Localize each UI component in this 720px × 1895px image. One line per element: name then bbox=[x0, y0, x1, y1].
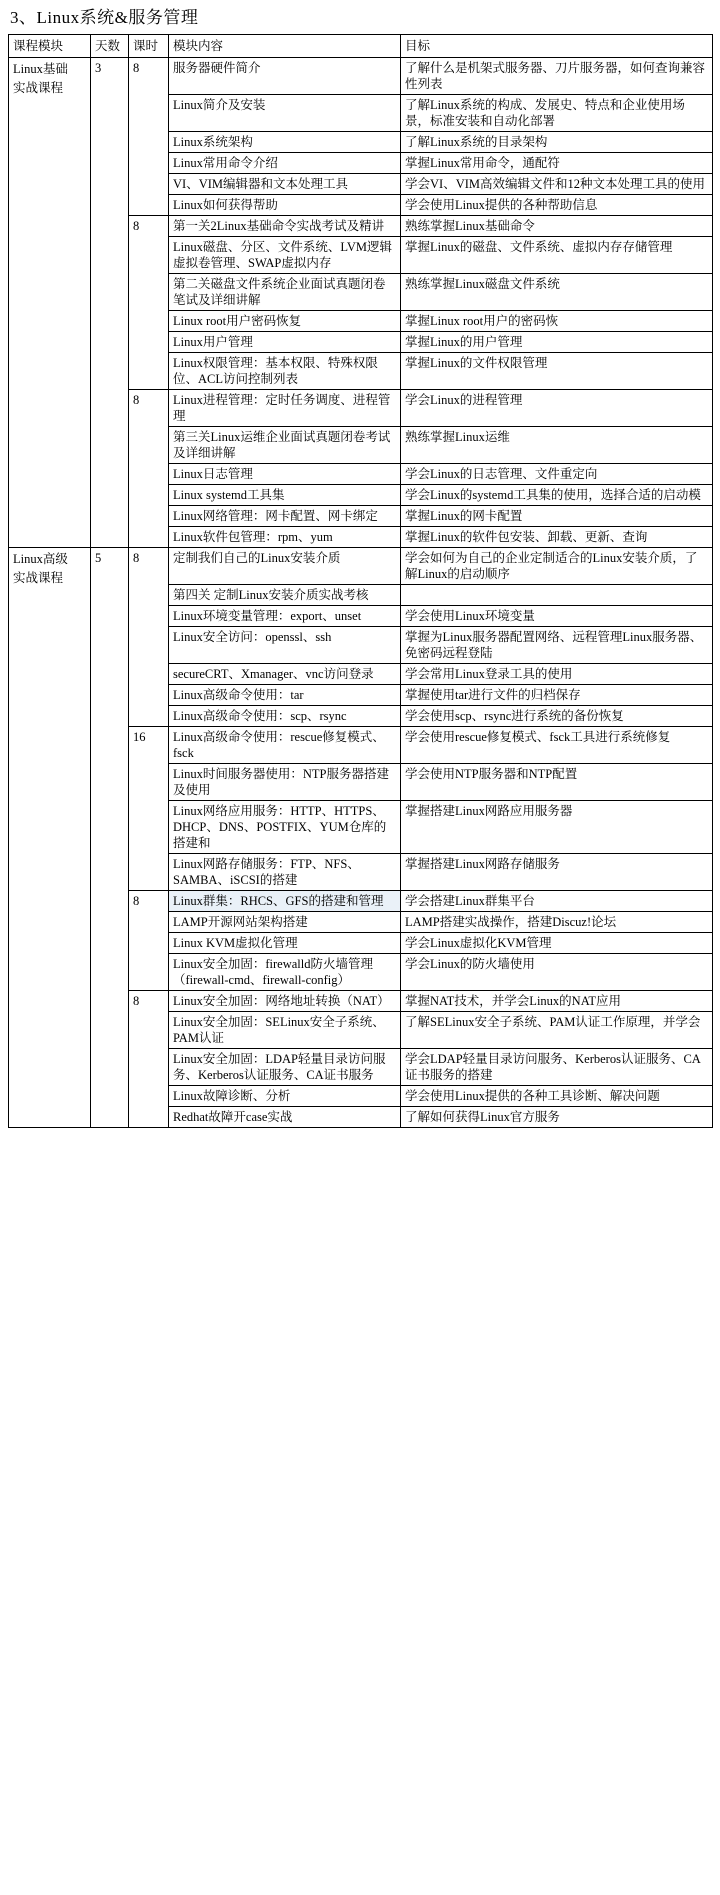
module-goal-cell: 掌握使用tar进行文件的归档保存 bbox=[401, 685, 713, 706]
module-goal-cell: 学会使用rescue修复模式、fsck工具进行系统修复 bbox=[401, 727, 713, 764]
column-header-goal: 目标 bbox=[401, 35, 713, 58]
module-goal-cell: 了解SELinux安全子系统、PAM认证工作原理，并学会 bbox=[401, 1012, 713, 1049]
module-content-cell: Linux用户管理 bbox=[169, 332, 401, 353]
table-row bbox=[9, 548, 713, 585]
module-content-cell: Linux简介及安装 bbox=[169, 95, 401, 132]
module-content-cell: 第一关2Linux基础命令实战考试及精讲 bbox=[169, 216, 401, 237]
table-body bbox=[9, 58, 713, 1128]
module-goal-cell: 掌握Linux root用户的密码恢 bbox=[401, 311, 713, 332]
module-content-cell: Linux日志管理 bbox=[169, 464, 401, 485]
page-title: 3、Linux系统&服务管理 bbox=[10, 8, 199, 27]
column-header-days: 天数 bbox=[91, 35, 129, 58]
module-goal-cell: 掌握搭建Linux网路存储服务 bbox=[401, 854, 713, 891]
table-row bbox=[9, 58, 713, 95]
module-content-cell: 第四关 定制Linux安装介质实战考核 bbox=[169, 585, 401, 606]
module-content-cell: 第二关磁盘文件系统企业面试真题闭卷笔试及详细讲解 bbox=[169, 274, 401, 311]
module-goal-cell: 学会使用NTP服务器和NTP配置 bbox=[401, 764, 713, 801]
column-header-hours: 课时 bbox=[129, 35, 169, 58]
module-goal-cell: 了解什么是机架式服务器、刀片服务器，如何查询兼容性列表 bbox=[401, 58, 713, 95]
module-goal-cell: 掌握为Linux服务器配置网络、远程管理Linux服务器、免密码远程登陆 bbox=[401, 627, 713, 664]
module-goal-cell: LAMP搭建实战操作，搭建Discuz!论坛 bbox=[401, 912, 713, 933]
module-goal-cell: 掌握Linux的网卡配置 bbox=[401, 506, 713, 527]
module-content-cell: 服务器硬件简介 bbox=[169, 58, 401, 95]
module-content-cell: Linux进程管理：定时任务调度、进程管理 bbox=[169, 390, 401, 427]
module-content-cell: VI、VIM编辑器和文本处理工具 bbox=[169, 174, 401, 195]
module-content-cell: Linux群集：RHCS、GFS的搭建和管理 bbox=[169, 891, 401, 912]
module-content-cell: Linux KVM虚拟化管理 bbox=[169, 933, 401, 954]
group-hours-cell: 8 bbox=[129, 548, 169, 727]
module-goal-cell: 了解Linux系统的构成、发展史、特点和企业使用场景，标准安装和自动化部署 bbox=[401, 95, 713, 132]
module-goal-cell: 学会VI、VIM高效编辑文件和12种文本处理工具的使用 bbox=[401, 174, 713, 195]
module-content-cell: Linux软件包管理：rpm、yum bbox=[169, 527, 401, 548]
module-content-cell: Linux安全加固：SELinux安全子系统、PAM认证 bbox=[169, 1012, 401, 1049]
module-content-cell: Linux系统架构 bbox=[169, 132, 401, 153]
module-goal-cell: 熟练掌握Linux基础命令 bbox=[401, 216, 713, 237]
group-hours-cell: 8 bbox=[129, 216, 169, 390]
module-goal-cell bbox=[401, 585, 713, 606]
module-content-cell: Linux磁盘、分区、文件系统、LVM逻辑虚拟卷管理、SWAP虚拟内存 bbox=[169, 237, 401, 274]
module-content-cell: Linux如何获得帮助 bbox=[169, 195, 401, 216]
module-goal-cell: 了解如何获得Linux官方服务 bbox=[401, 1107, 713, 1128]
module-content-cell: Linux安全加固：firewalld防火墙管理（firewall-cmd、firewall-config） bbox=[169, 954, 401, 991]
module-content-cell: Linux安全访问：openssl、ssh bbox=[169, 627, 401, 664]
module-name-cell: Linux高级 实战课程 bbox=[9, 548, 91, 1128]
module-goal-cell: 掌握Linux的文件权限管理 bbox=[401, 353, 713, 390]
module-content-cell: Linux高级命令使用：scp、rsync bbox=[169, 706, 401, 727]
module-content-cell: Linux权限管理：基本权限、特殊权限位、ACL访问控制列表 bbox=[169, 353, 401, 390]
module-days-cell: 5 bbox=[91, 548, 129, 1128]
group-hours-cell: 8 bbox=[129, 991, 169, 1128]
module-content-cell: Linux网路存储服务：FTP、NFS、SAMBA、iSCSI的搭建 bbox=[169, 854, 401, 891]
module-days-cell: 3 bbox=[91, 58, 129, 548]
module-content-cell: Linux常用命令介绍 bbox=[169, 153, 401, 174]
module-goal-cell: 学会Linux的进程管理 bbox=[401, 390, 713, 427]
group-hours-cell: 8 bbox=[129, 891, 169, 991]
module-content-cell: 定制我们自己的Linux安装介质 bbox=[169, 548, 401, 585]
module-content-cell: Linux root用户密码恢复 bbox=[169, 311, 401, 332]
module-goal-cell: 熟练掌握Linux磁盘文件系统 bbox=[401, 274, 713, 311]
table-header-row bbox=[9, 35, 713, 58]
module-goal-cell: 熟练掌握Linux运维 bbox=[401, 427, 713, 464]
module-goal-cell: 掌握Linux的磁盘、文件系统、虚拟内存存储管理 bbox=[401, 237, 713, 274]
module-content-cell: Linux高级命令使用：rescue修复模式、fsck bbox=[169, 727, 401, 764]
module-goal-cell: 学会搭建Linux群集平台 bbox=[401, 891, 713, 912]
module-content-cell: Linux高级命令使用：tar bbox=[169, 685, 401, 706]
module-goal-cell: 掌握Linux常用命令，通配符 bbox=[401, 153, 713, 174]
group-hours-cell: 8 bbox=[129, 390, 169, 548]
module-content-cell: Redhat故障开case实战 bbox=[169, 1107, 401, 1128]
module-goal-cell: 学会Linux虚拟化KVM管理 bbox=[401, 933, 713, 954]
module-content-cell: Linux安全加固：LDAP轻量目录访问服务、Kerberos认证服务、CA证书服务 bbox=[169, 1049, 401, 1086]
module-goal-cell: 学会使用Linux提供的各种工具诊断、解决问题 bbox=[401, 1086, 713, 1107]
module-goal-cell: 了解Linux系统的目录架构 bbox=[401, 132, 713, 153]
module-goal-cell: 掌握Linux的用户管理 bbox=[401, 332, 713, 353]
column-header-module: 课程模块 bbox=[9, 35, 91, 58]
module-goal-cell: 学会使用Linux提供的各种帮助信息 bbox=[401, 195, 713, 216]
module-goal-cell: 掌握搭建Linux网路应用服务器 bbox=[401, 801, 713, 854]
module-content-cell: secureCRT、Xmanager、vnc访问登录 bbox=[169, 664, 401, 685]
course-table bbox=[8, 34, 713, 1128]
module-goal-cell: 学会使用scp、rsync进行系统的备份恢复 bbox=[401, 706, 713, 727]
module-goal-cell: 掌握NAT技术，并学会Linux的NAT应用 bbox=[401, 991, 713, 1012]
module-content-cell: 第三关Linux运维企业面试真题闭卷考试及详细讲解 bbox=[169, 427, 401, 464]
group-hours-cell: 16 bbox=[129, 727, 169, 891]
module-name-cell: Linux基础 实战课程 bbox=[9, 58, 91, 548]
module-goal-cell: 学会使用Linux环境变量 bbox=[401, 606, 713, 627]
module-content-cell: Linux网络应用服务：HTTP、HTTPS、DHCP、DNS、POSTFIX、YUM仓库的搭建和 bbox=[169, 801, 401, 854]
module-content-cell: LAMP开源网站架构搭建 bbox=[169, 912, 401, 933]
group-hours-cell: 8 bbox=[129, 58, 169, 216]
module-goal-cell: 学会LDAP轻量目录访问服务、Kerberos认证服务、CA证书服务的搭建 bbox=[401, 1049, 713, 1086]
column-header-content: 模块内容 bbox=[169, 35, 401, 58]
module-goal-cell: 学会Linux的systemd工具集的使用，选择合适的启动模 bbox=[401, 485, 713, 506]
module-goal-cell: 学会Linux的防火墙使用 bbox=[401, 954, 713, 991]
module-goal-cell: 掌握Linux的软件包安装、卸载、更新、查询 bbox=[401, 527, 713, 548]
module-content-cell: Linux systemd工具集 bbox=[169, 485, 401, 506]
module-goal-cell: 学会如何为自己的企业定制适合的Linux安装介质，了解Linux的启动顺序 bbox=[401, 548, 713, 585]
module-content-cell: Linux时间服务器使用：NTP服务器搭建及使用 bbox=[169, 764, 401, 801]
module-content-cell: Linux故障诊断、分析 bbox=[169, 1086, 401, 1107]
module-goal-cell: 学会Linux的日志管理、文件重定向 bbox=[401, 464, 713, 485]
module-content-cell: Linux环境变量管理：export、unset bbox=[169, 606, 401, 627]
module-goal-cell: 学会常用Linux登录工具的使用 bbox=[401, 664, 713, 685]
module-content-cell: Linux安全加固：网络地址转换（NAT） bbox=[169, 991, 401, 1012]
module-content-cell: Linux网络管理：网卡配置、网卡绑定 bbox=[169, 506, 401, 527]
